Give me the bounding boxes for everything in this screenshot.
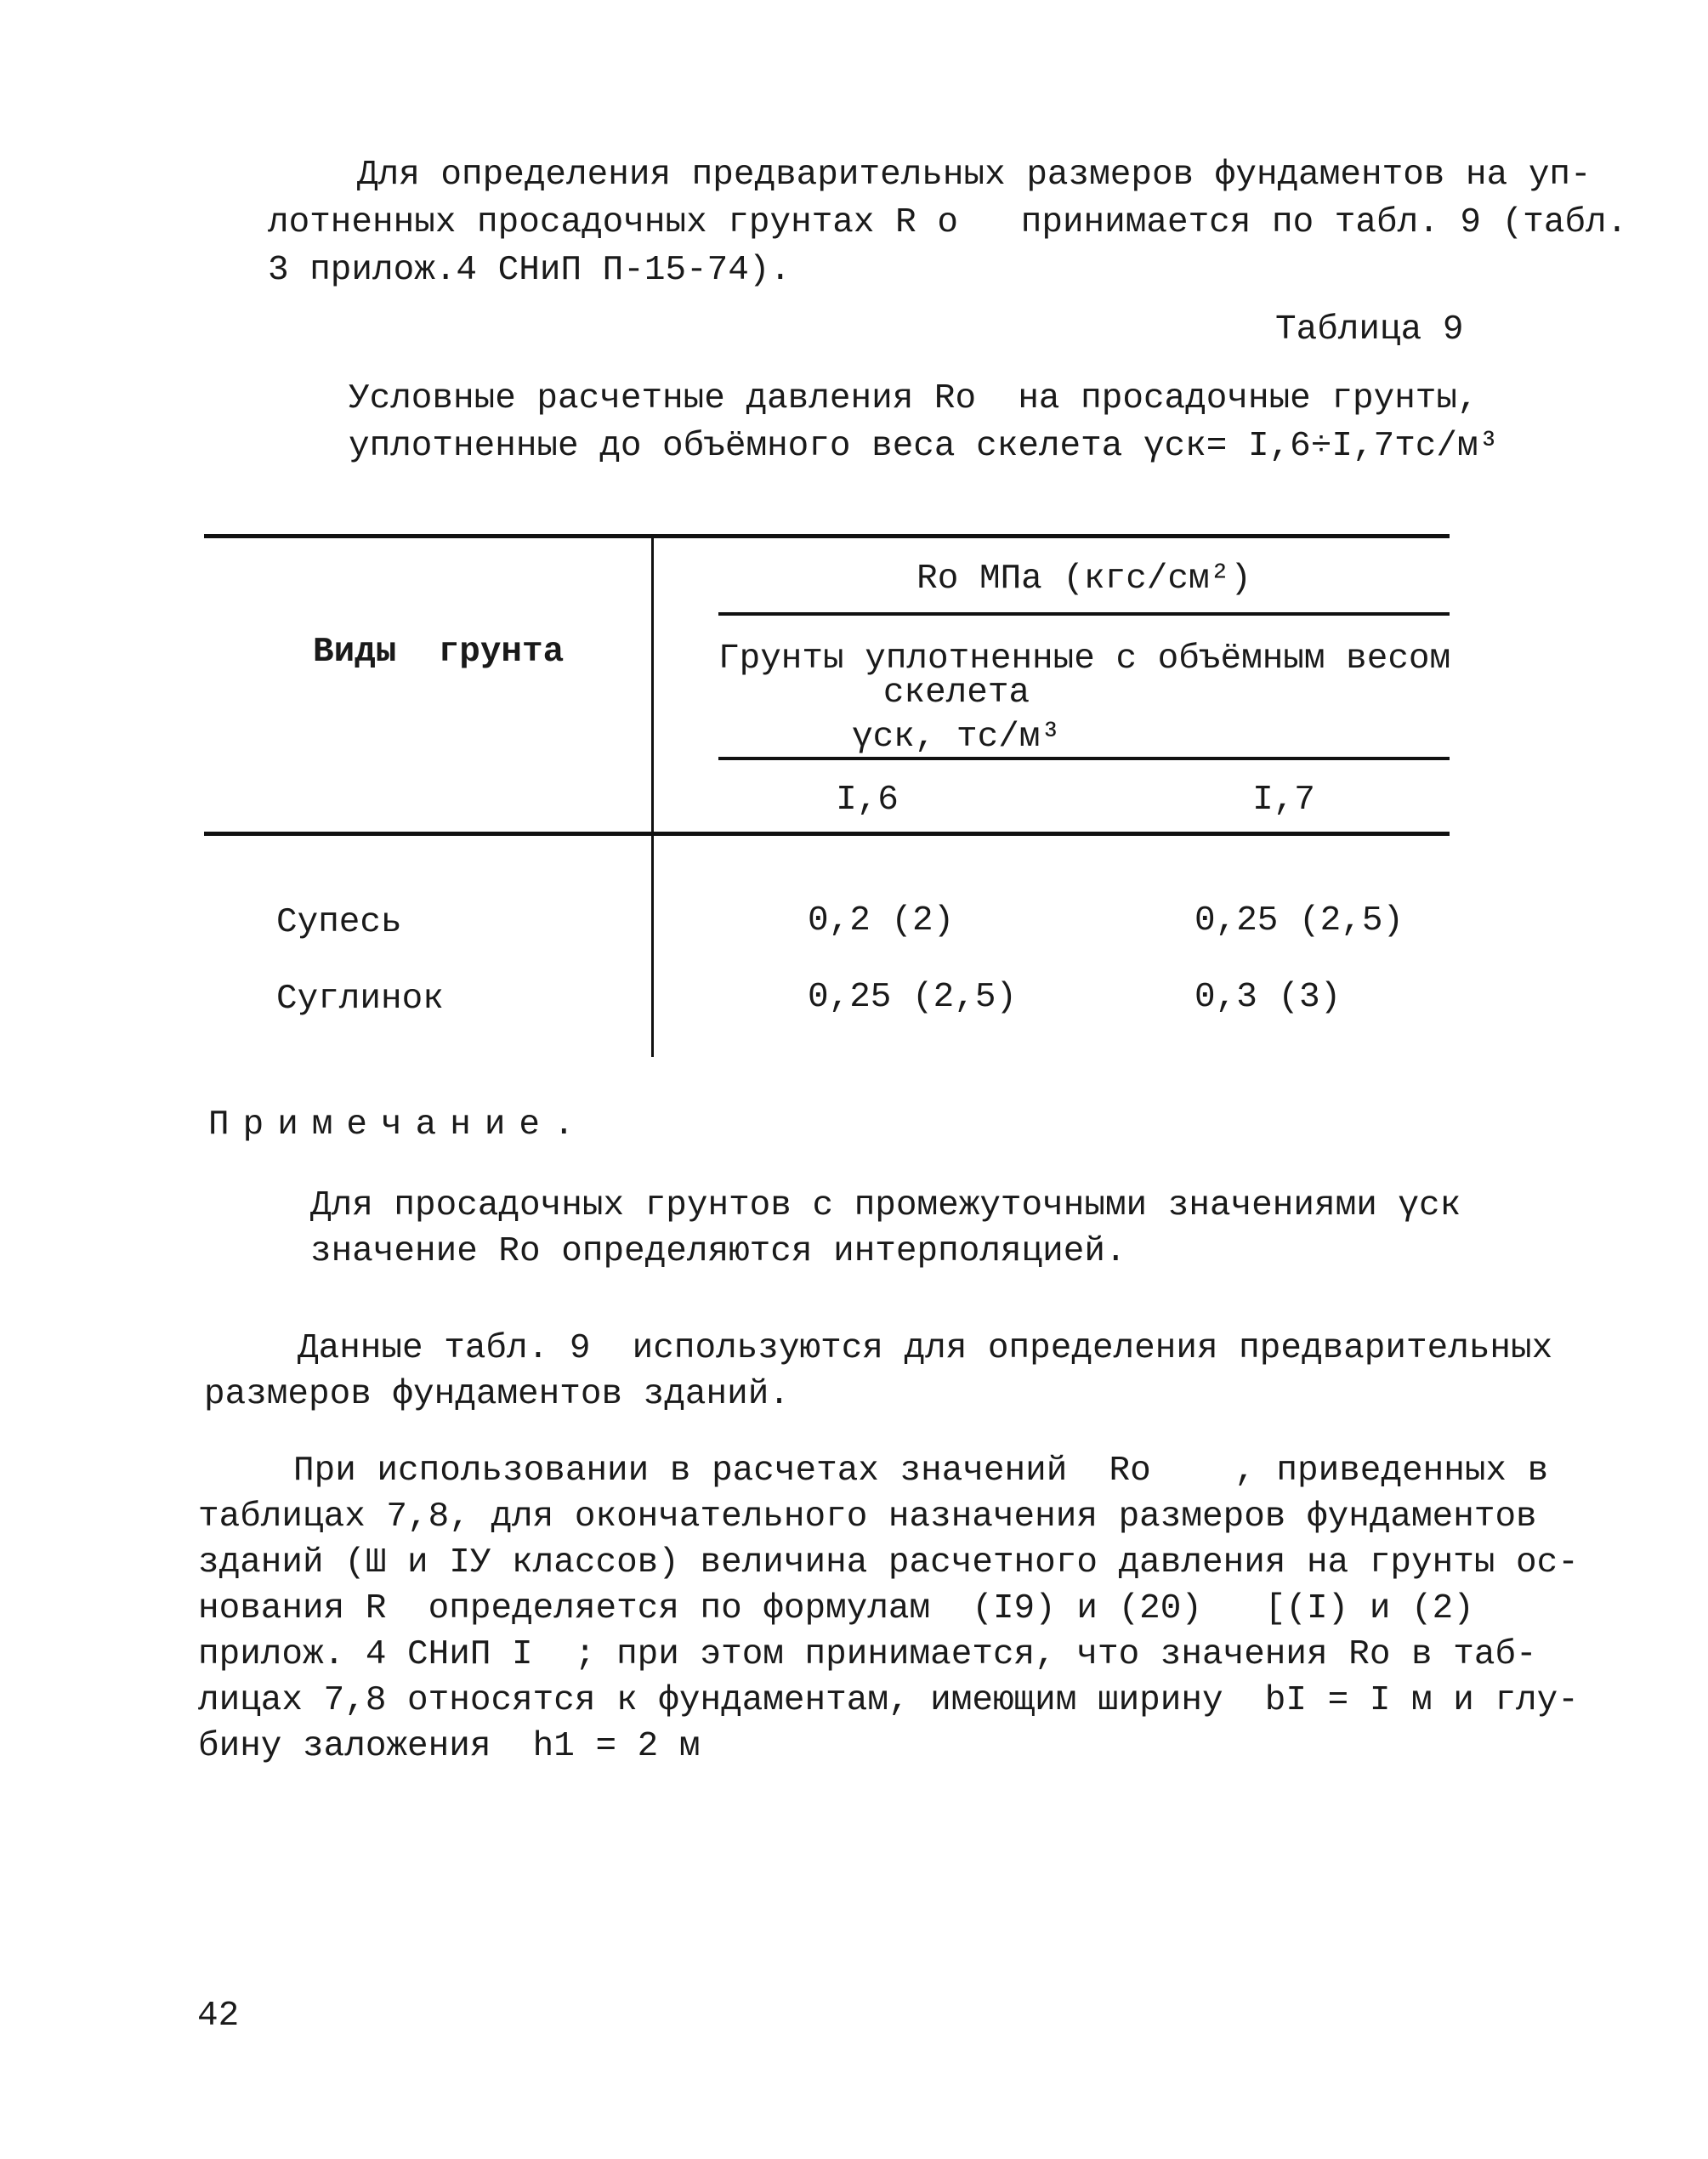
note-line-2: значение Rо определяются интерполяцией.	[310, 1232, 1126, 1271]
col-group-header: Rо МПа (кгс/см²)	[916, 560, 1251, 599]
table-row-2-v1: 0,25 (2,5)	[808, 978, 1018, 1017]
para2-line-1: Данные табл. 9 используются для определения предварительных	[298, 1329, 1553, 1368]
note-heading: Примечание.	[208, 1105, 588, 1145]
table-group-rule	[718, 612, 1450, 616]
table-row-2-v2: 0,3 (3)	[1194, 978, 1342, 1017]
para3-line-1: При использовании в расчетах значений Rо , приведенных в	[293, 1452, 1549, 1491]
note-line-1: Для просадочных грунтов с промежуточными значениями γск	[310, 1186, 1461, 1225]
intro-line-3: 3 прилож.4 СНиП П-15-74).	[268, 251, 792, 290]
para3-line-5: прилож. 4 СНиП I ; при этом принимается, что значения Rо в таб-	[198, 1635, 1537, 1674]
para3-line-3: зданий (Ш и IУ классов) величина расчетного давления на грунты ос-	[198, 1543, 1579, 1582]
table-header-bottom-rule	[204, 832, 1450, 836]
table-row-1-v1: 0,2 (2)	[808, 901, 955, 940]
page-number: 42	[197, 1997, 240, 2036]
table-subgroup-rule	[718, 757, 1450, 760]
col-kind-header: Виды грунта	[313, 633, 565, 672]
col-subgroup-header-1: Грунты уплотненные с объёмным весом	[718, 639, 1451, 679]
table-top-rule	[204, 534, 1450, 538]
para3-line-7: бину заложения h1 = 2 м	[198, 1727, 701, 1766]
table-row-1-v2: 0,25 (2,5)	[1194, 901, 1404, 940]
table-vertical-rule	[651, 538, 654, 1057]
col-1-header: I,6	[836, 781, 899, 820]
table-label: Таблица 9	[1275, 310, 1464, 349]
para3-line-4: нования R определяется по формулам (I9) и (20) [(I) и (2)	[198, 1589, 1474, 1628]
para3-line-2: таблицах 7,8, для окончательного назначения размеров фундаментов	[198, 1497, 1537, 1537]
table-caption-line-1: Условные расчетные давления Rо на просадочные грунты,	[349, 379, 1478, 418]
para2-line-2: размеров фундаментов зданий.	[204, 1375, 790, 1414]
col-2-header: I,7	[1252, 781, 1315, 820]
para3-line-6: лицах 7,8 относятся к фундаментам, имеющим ширину bI = I м и глу-	[198, 1681, 1579, 1720]
table-caption-line-2: уплотненные до объёмного веса скелета γск= I,6÷I,7тс/м³	[349, 427, 1500, 466]
table-row-1-kind: Супесь	[276, 903, 402, 942]
intro-line-1: Для определения предварительных размеров фундаментов на уп-	[357, 156, 1592, 195]
col-subgroup-header-3: γск, тс/м³	[851, 718, 1062, 757]
table-row-2-kind: Суглинок	[276, 980, 444, 1019]
col-subgroup-header-2: скелета	[882, 673, 1030, 713]
intro-line-2: лотненных просадочных грунтах R о принимается по табл. 9 (табл.	[268, 203, 1628, 242]
